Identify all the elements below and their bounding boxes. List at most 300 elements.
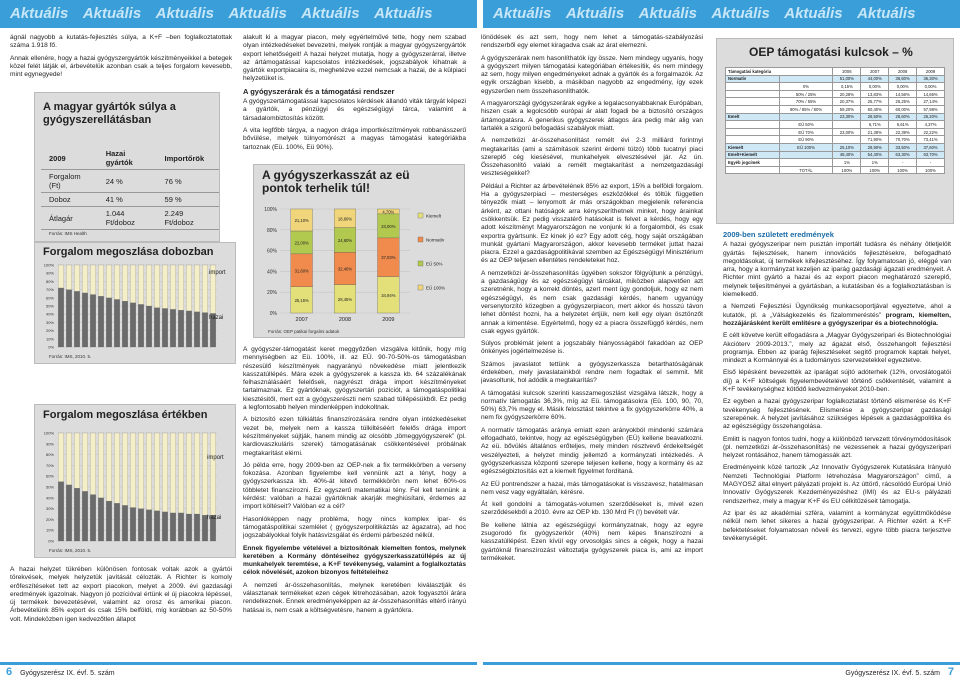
- bar-segment: [90, 265, 96, 295]
- bar-segment: [154, 265, 160, 308]
- text-run: a Nemzeti Fejlesztési Ügynökség munkacsoportjával egyeztetve, ahol a kutatók, pl. a „Válságkezelés és fizalommeréstés”: [723, 303, 951, 319]
- chart-panel-kassza: [253, 164, 465, 338]
- table-cell: 33,50%: [889, 143, 917, 151]
- table-cell: 73,41%: [917, 136, 945, 144]
- row-label: Normatív: [726, 75, 780, 83]
- table-header: 2008: [889, 68, 917, 76]
- data-label: 32,40%: [337, 266, 353, 272]
- table-cell: Átlagár: [41, 207, 98, 230]
- table-row: [726, 143, 945, 151]
- source-caption: Forrás: IMS, 2010. 5.: [49, 354, 92, 359]
- paragraph: Súlyos problémát jelent a jogszabály hiányosságából fakadóan az OEP önkényes jogértelmezése is.: [481, 340, 703, 356]
- bar-segment: [146, 433, 152, 510]
- panel-title: OEP támogatási kulcsok – %: [749, 45, 913, 59]
- bar-segment: [170, 433, 176, 513]
- table-cell: 100%: [861, 166, 889, 174]
- y-tick-label: 80%: [45, 278, 54, 284]
- table-cell: 0,00%: [889, 83, 917, 91]
- chart-panel-boxes: [34, 242, 236, 364]
- y-tick-label: 60%: [45, 473, 54, 479]
- data-label: 23,00%: [381, 223, 396, 229]
- table-row: [726, 90, 945, 98]
- bar-segment: [138, 304, 144, 347]
- table-cell: 22,22%: [917, 128, 945, 136]
- bar-segment: [74, 488, 80, 541]
- paragraph: A nemzeti ár-összehasonlítás, melynek keretében kiválasztják és választanak termékeket ezen cégek létrehozásában, azok fogyasztói árára rendelkeznek. Ennek eredményeképpen az ár-összehasonlítás eltérő irányú hatásai is, nem csak a költségvetésre, hanem a gyártókra.: [243, 581, 466, 614]
- header-word: Aktuális: [228, 5, 287, 22]
- bar-segment: [82, 293, 88, 347]
- bar-segment: [106, 265, 112, 298]
- header-word: Aktuális: [82, 5, 142, 22]
- bar-segment: [82, 491, 88, 541]
- row-sublabel: [779, 159, 833, 167]
- table-cell: -: [917, 159, 945, 167]
- oep-table: [725, 67, 945, 174]
- bar-segment: [170, 513, 176, 541]
- oep-table-wrap: [725, 67, 945, 174]
- bar-segment: [130, 265, 136, 303]
- y-tick-label: 10%: [45, 527, 54, 533]
- table-row: [726, 136, 945, 144]
- table-cell: 21,38%: [861, 128, 889, 136]
- bar-segment: [178, 265, 184, 310]
- header-word: Aktuális: [493, 5, 552, 22]
- header-word: Aktuális: [374, 5, 433, 22]
- column-1-top: [10, 34, 232, 92]
- row-label: [726, 83, 780, 91]
- table-header: 2006: [833, 68, 861, 76]
- bar-segment: [130, 433, 136, 508]
- bar-segment: [202, 313, 208, 347]
- row-label: [726, 98, 780, 106]
- table-cell: 28,60%: [889, 113, 917, 121]
- section-heading: 2009-ben született eredmények: [723, 230, 834, 239]
- bar-segment: [170, 265, 176, 309]
- paragraph: A gyógyszer-támogatást keret meggyőzően vizsgálva kitűnik, hogy míg mennyiségben az Eü. 100%, ill. az EÜ. 90-70-50%-os támogatásban részesülő készítmények nagyarányú növekedése miatt jelentkezik kasszatúllépés. Mára ezek a gyógyszerek a kassza kb. 64 százalékának felhasználásáért felelősek, nagyrészt drága import készítményeket tartalmaznak. Ez gyártóknak, gyógyszertári pozíciót, a támogatáspolitikai kiesztésitől, mert ezt a gyógyszerészti nem szabad túllépésükből. Ez pedig a legfontosabb helyen mindenképpen indokoltnak.: [243, 346, 466, 412]
- bar-segment: [58, 433, 64, 482]
- y-tick-label: 80%: [45, 452, 54, 458]
- table-cell: 63,30%: [889, 151, 917, 159]
- table-cell: 57,98%: [917, 105, 945, 113]
- paragraph: Eredményeink közé tartozik „Az Innovatív Gyógyszerek Kutatására Irányuló Nemzeti Technológiai Platform létrehozása Magyarországon” című, a MAGYOSZ által elnyert pályázati projekt is. Az úttörő, rácsolódó Európai Unió Innovatív Gyógyszerek Kezdeményezéshez (IMI) és az EU-s pályázati rendszerhez, mely a magyar K+F és EU célkitűzéseit támogatja.: [723, 464, 951, 505]
- bar-segment: [170, 309, 176, 347]
- bar-segment: [114, 433, 120, 503]
- bold-run: program, kiemelten, hozzájárásként került említésre a gyógyszeripar és a biotechnológia.: [723, 311, 951, 327]
- paragraph: Az ipar és az akadémiai szféra, valamint a kormányzat együttműködése nélkül nem lehet sikeres a hazai gyógyszeripar. A Richter ezért a K+F befektetéseket folyamatosan növeli és tervezi, egyre több piacra terjesztve tevékenységét.: [723, 509, 951, 542]
- bar-segment: [194, 433, 200, 514]
- bar-segment: [114, 503, 120, 541]
- bar-segment: [74, 265, 80, 291]
- bar-segment: [122, 265, 128, 301]
- bar-segment: [98, 433, 104, 498]
- bar-segment: [178, 513, 184, 541]
- header-word: Aktuális: [301, 5, 360, 22]
- footer-text: Gyógyszerész IX. évf. 5. szám: [845, 670, 940, 677]
- legend-swatch: [418, 285, 423, 290]
- table-cell: Forgalom (Ft): [41, 170, 98, 193]
- table-cell: 36,60%: [889, 75, 917, 83]
- y-tick-label: 40%: [45, 495, 54, 501]
- row-sublabel: EÜ 100%: [779, 143, 833, 151]
- row-label: [726, 90, 780, 98]
- paragraph: A hazai gyógyszeripar nem pusztán importált tudásra és néhány ötletjelölt gyártás fejlesztések, hanem innovációs fejlesztésekre, befogadható megoldásokat, új termékek kifejlesztéséhez. Így folyamatosan jó, eléggé van arra, hogy a kormányzat kezeljen az iparág gazdasági ágazati eredményeit. A Richter mint gyártó a hazai és az export piacon meghatározó szereplő, melynek teljesítményei a gyártásban, a kutatásban és a foglalkoztatásban is kiemelkedő.: [723, 241, 951, 299]
- bar-segment: [186, 433, 192, 514]
- data-label: 22,00%: [294, 240, 309, 246]
- table-cell: 44,00%: [861, 75, 889, 83]
- table-cell: 6,71%: [861, 121, 889, 129]
- bar-segment: [202, 265, 208, 313]
- weight-table: [41, 147, 219, 230]
- series-label: hazai: [207, 515, 222, 521]
- bar-segment: [74, 433, 80, 488]
- data-label: 21,10%: [294, 217, 309, 223]
- series-label: hazai: [209, 315, 224, 321]
- stacked-bar-chart-value: [35, 405, 235, 557]
- bar-segment: [138, 265, 144, 304]
- bar-segment: [114, 265, 120, 299]
- table-cell: 20,37%: [833, 98, 861, 106]
- column-4: [723, 229, 951, 661]
- paragraph: [723, 303, 951, 328]
- bar-segment: [162, 265, 168, 308]
- bar-segment: [154, 308, 160, 347]
- table-cell: 0,00%: [917, 83, 945, 91]
- paragraph: Ez egyben a hazai gyógyszeripar foglalkoztatást történő elismerése és K+F tevékenység fejlesztésének. Elismerése a gyógyszeripar gazdasági szerepének. A helyzet javításához szükséges lépések a gazdaságpolitika és az egészségügy összehangolása.: [723, 398, 951, 431]
- table-cell: 25,10%: [833, 143, 861, 151]
- row-label: Egyéb jogcímek: [726, 159, 780, 167]
- footer-left: [0, 662, 477, 679]
- row-label: [726, 166, 780, 174]
- bar-segment: [66, 290, 72, 347]
- bar-segment: [186, 514, 192, 541]
- paragraph: Hasonlóképpen nagy probléma, hogy nincs komplex ipar- és támogatáspolitikai szemlélet ( gyógyszerpolitikáztás az ágazatra), ad hoc jogszabályokkal folyik hatásvizsgálat és érdemi párbeszéd nélkül.: [243, 515, 466, 540]
- y-tick-label: 100%: [43, 430, 54, 436]
- paragraph: A hazai helyzet tükrében különösen fontosak voltak azok a gyártói törekvések, melyek helyzetük javítását célozták. A Richter is komoly erőfeszítéseket tett az export piacokon, melyet a 2009. évi gazdasági eredmények igazolnak. Nagyon jó pozícióval értünk el új piacokra lépéssel, új termékek bevezetésével, valamint az orosz és amerikai piacon. Árbevételünk 85% export és csak 15% belföldi, míg korábban az 50-50% volt. Mindeközben igen kedvezőtlen állapot: [10, 566, 232, 623]
- paragraph: Első lépésként bevezették az iparágat sújtó adóterhek (12%, orvoslátogatói díj) a K+F költségek figyelembevételével történő csökkentését, valamint a K+F tevékenységhez kötődő kedvezményeket 2010-ben.: [723, 369, 951, 394]
- row-label: [726, 105, 780, 113]
- row-label: Emelt: [726, 113, 780, 121]
- paragraph: A vita legfőbb tárgya, a nagyon drága importkészítmények robbanásszerű bővülése, melyek túlnyomórészt a magyas támogatási kategóriákba tartoznak (Eü. 100%, Eü 90%).: [243, 126, 466, 151]
- bar-segment: [74, 291, 80, 347]
- y-tick-label: 80%: [266, 227, 277, 234]
- data-label: 25,15%: [294, 297, 309, 303]
- bar-segment: [130, 303, 136, 347]
- y-tick-label: 60%: [45, 295, 54, 301]
- chart-title: Forgalom megoszlása dobozban: [43, 246, 214, 258]
- header-word: Aktuális: [565, 5, 625, 22]
- bar-segment: [58, 482, 64, 541]
- header-word: Aktuális: [155, 5, 214, 22]
- stacked-bar-chart-boxes: [35, 243, 235, 363]
- y-tick-label: 20%: [45, 328, 54, 334]
- source-caption: Forrás: IMS Health: [49, 231, 87, 236]
- bar-segment: [98, 296, 104, 347]
- table-cell: 41 %: [98, 193, 157, 207]
- y-tick-label: 0%: [269, 311, 277, 317]
- paragraph: Az EÜ pontrendszer a hazai, más támogatásokat is visszavesz, hatalmasan nem vesz vagy egyáltalán, kérésre.: [481, 480, 703, 496]
- table-cell: 22,39%: [889, 128, 917, 136]
- y-tick-label: 70%: [45, 462, 54, 468]
- paragraph: A nemzetközi ár-összehasonlítás ügyében sokszor fölgyújtunk a pénzügyi, a gazdaságügy és az egészségügyi tárcákat, miközben alapvetően azt szeretnénk, hogy a korrekt döntés, azert ment ügy gondoljuk, hogy ez nem egészségügyi, és nem csak gazdasági kérdés, hanem ugyanúgy versenytorzító közegben a gyógyszerpiacon, mert akkor és hosszú távon lehet döntést hozni, ha a helyzetet értjük, nem kell egy olyan ösztönzőt annak a kimentése. Egyértelmű, hogy ez a piacra összefüggő kérdés, nem csak egyes gyártók.: [481, 269, 703, 335]
- x-tick-label: 2007: [295, 317, 308, 323]
- table-panel-manufacturers: [34, 92, 220, 242]
- oep-table-panel: [716, 38, 954, 224]
- section-heading: A gyógyszerárak és a támogatási rendszer: [243, 86, 395, 96]
- stacked-bar-chart-kassza: [254, 165, 464, 337]
- table-row: [726, 105, 945, 113]
- page-number: 7: [947, 666, 954, 678]
- bar-segment: [162, 433, 168, 512]
- paragraph: A támogatási kulcsok szerinti kasszamegoszlást vizsgálva látszik, hogy a normatív támogatás 36,3%, míg az Eü. támogatásokra (Eü. 100, 90, 70, 50%) 63,7% megy el. Másik felosztást tekintve a fix gyógyszerkörre 40%, a nem fix gyógyszerkörre 60%.: [481, 389, 703, 422]
- table-cell: 23,30%: [833, 113, 861, 121]
- y-tick-label: 70%: [45, 287, 54, 293]
- row-sublabel: EÜ 90%: [779, 136, 833, 144]
- paragraph: lönödések és azt sem, hogy nem lehet a támogatás-szabályozási rendszerből egy elemet kiragadva csak az árat elemezni.: [481, 34, 703, 50]
- bar-segment: [98, 265, 104, 296]
- column-2-top: [243, 34, 466, 159]
- table-cell: 25,25%: [889, 98, 917, 106]
- table-cell: 13,83%: [861, 90, 889, 98]
- y-tick-label: 100%: [264, 207, 277, 213]
- panel-title: A magyar gyártók súlya a gyógyszerellátásban: [43, 101, 176, 126]
- bar-segment: [194, 514, 200, 541]
- row-label: [726, 121, 780, 129]
- table-cell: 4,37%: [917, 121, 945, 129]
- paragraph: ágnál nagyobb a kutatás-fejlesztés súlya, a K+F –ben foglalkoztatottak száma 1.918 fő.: [10, 34, 232, 50]
- table-cell: 26,50%: [861, 113, 889, 121]
- bar-segment: [146, 265, 152, 306]
- data-label: 34,94%: [381, 292, 396, 298]
- row-sublabel: 50% / 25%: [779, 90, 833, 98]
- data-label: 28,45%: [337, 296, 353, 302]
- table-row: [726, 166, 945, 174]
- legend-swatch: [418, 261, 423, 266]
- bar-segment: [82, 433, 88, 491]
- bar-segment: [98, 498, 104, 541]
- data-label: 31,60%: [294, 268, 309, 274]
- table-header: 2009: [917, 68, 945, 76]
- table-header: 2009: [41, 147, 98, 170]
- bar-segment: [106, 298, 112, 347]
- bar-segment: [66, 433, 72, 485]
- chart-panel-value: [34, 404, 236, 558]
- bar-segment: [122, 433, 128, 505]
- table-cell: 48,40%: [833, 151, 861, 159]
- row-label: [726, 128, 780, 136]
- table-cell: 0,00%: [861, 83, 889, 91]
- y-tick-label: 100%: [43, 262, 54, 268]
- bar-segment: [146, 510, 152, 541]
- table-cell: 14,56%: [889, 90, 917, 98]
- paragraph: Ennek figyelembe vételével a biztosítónak kiemelten fontos, melynek keretében a Kormány döntéseihez gyógyszerkasszatúllépés az új munkahelyek teremtése, a K+F tevékenység, valamint a foglalkoztatás célok növelését, azokon bizonyos feltételeihez: [243, 544, 466, 577]
- table-cell: 60,00%: [889, 105, 917, 113]
- bar-segment: [178, 310, 184, 347]
- row-sublabel: TOTÁL: [779, 166, 833, 174]
- bar-segment: [178, 433, 184, 513]
- table-row: [726, 159, 945, 167]
- table-cell: 1.044 Ft/doboz: [98, 207, 157, 230]
- paragraph: Annak ellenére, hogy a hazai gyógyszergyártók készítményeikkel a betegek közel felét látják el, árbevételük azonban csak a teljes forgalom kevesebb, mint egynegyede!: [10, 54, 232, 79]
- table-cell: Doboz: [41, 193, 98, 207]
- column-1-bottom: [10, 566, 232, 661]
- paragraph: A gyógyszerárak nem hasonlíthatók így össze. Nem mindegy ugyanis, hogy a gyógyszert milyen támogatási kategóriában értékesítik, és nem mindegy az sem, hogy milyen engedményeket adnak a gyártók és a forgalmazók. Az egyik országban kisebb, a másikban nagyobb az engedmény, így ezek egyszerűen nem összehasonlíthatók.: [481, 54, 703, 95]
- column-2-bottom: [243, 346, 466, 661]
- y-tick-label: 30%: [45, 506, 54, 512]
- series-label: import: [209, 270, 226, 276]
- row-sublabel: 70% / 55%: [779, 98, 833, 106]
- legend-swatch: [418, 213, 423, 218]
- bar-segment: [138, 433, 144, 509]
- y-tick-label: 50%: [45, 484, 54, 490]
- y-tick-label: 0%: [48, 344, 54, 350]
- table-header: 2007: [861, 68, 889, 76]
- source-caption: Forrás: IMS, 2010. 5.: [49, 548, 92, 553]
- table-cell: 100%: [833, 166, 861, 174]
- table-header: Hazai gyártók: [98, 147, 157, 170]
- legend-label: EÜ 50%: [426, 261, 443, 267]
- table-cell: 25,77%: [861, 98, 889, 106]
- row-sublabel: [779, 75, 833, 83]
- table-header: Importőrök: [157, 147, 219, 170]
- bar-segment: [90, 495, 96, 541]
- header-word: Aktuális: [10, 5, 69, 22]
- bar-segment: [154, 511, 160, 541]
- row-sublabel: [779, 151, 833, 159]
- data-label: 4,70%: [382, 209, 395, 215]
- table-row: [726, 128, 945, 136]
- table-cell: 27,14%: [917, 98, 945, 106]
- y-tick-label: 50%: [45, 303, 54, 309]
- bar-segment: [58, 265, 64, 288]
- table-cell: 0,15%: [833, 83, 861, 91]
- table-cell: 60,40%: [861, 105, 889, 113]
- table-row: [726, 75, 945, 83]
- footer-text: Gyógyszerész IX. évf. 5. szám: [20, 670, 115, 677]
- table-cell: 71,90%: [861, 136, 889, 144]
- bar-segment: [58, 288, 64, 347]
- bar-segment: [106, 501, 112, 541]
- paragraph: A biztosító ezen túlkiáltás finanszírozására rendre olyan intézkedéseket vezet be, melyek nem a kassza túlkiltéséért felelős drága import készítményeket sújtják, hanem mindig az olcsóbb „tömeggyógyszerek” (pl. kardiovaszkuláris szerek) támogatásának csökkentésével próbálnak megtakarítást elérni.: [243, 416, 466, 457]
- y-tick-label: 90%: [45, 270, 54, 276]
- table-cell: 51,00%: [833, 75, 861, 83]
- table-cell: 14,66%: [917, 90, 945, 98]
- bar-segment: [162, 512, 168, 541]
- table-cell: 28,90%: [861, 143, 889, 151]
- paragraph: Át kell gondolni a támogatás-volumen szerződéseket is, mivel ezen szerződésekből a 2010. évre az OEP kb. 130 Mrd Ft (!) bevételt vár.: [481, 501, 703, 517]
- table-row: [726, 151, 945, 159]
- bar-segment: [202, 433, 208, 515]
- paragraph: A magyarországi gyógyszerárak egyike a legalacsonyabbaknak Európában, hiszen csak a legolcsóbb európai ár alatt fogadi be a biztosító országos ártámogatásra. A generikus gyógyszerek átlagos ára pedig már alig van tartalék a szigorú befogadási szabályok miatt.: [481, 100, 703, 132]
- table-row: [726, 83, 945, 91]
- paragraph: Jó példa erre, hogy 2009-ben az OEP-nek a fix termékkörben a verseny fokozása. Azonban figyelembe kell vennünk azt a tényt, hogy a gyógyszerkassza kb. 40%-át kitevő termékkörön nem lehet 60%-os többletet finanszírozni. Ez egyszerű matematikai tény. Fel kell tennünk a kérdést: valóban a hazai gyártóknak akarják meghiúsítani, érdemes az import költéseit? Valóban ez a cél?: [243, 461, 466, 511]
- row-sublabel: [779, 113, 833, 121]
- bar-segment: [162, 308, 168, 347]
- y-tick-label: 40%: [266, 269, 277, 276]
- data-label: 18,60%: [337, 216, 353, 222]
- page-number: 6: [6, 666, 13, 678]
- table-cell: -: [889, 159, 917, 167]
- column-3: [481, 34, 703, 661]
- table-row: [726, 98, 945, 106]
- table-cell: 70,70%: [889, 136, 917, 144]
- legend-swatch: [418, 237, 423, 242]
- bar-segment: [146, 306, 152, 347]
- header-word: Aktuális: [857, 5, 916, 22]
- paragraph: Számos javaslatot tettünk a gyógyszerkassza betarthatóságának érdekében, mely javaslatainkból rendre nem fogadtak el semmit. Mit javasoltunk, hol adódik a megtakarítás?: [481, 360, 703, 385]
- chart-title: A gyógyszerkasszát az eü pontok terhelik túl!: [262, 168, 410, 195]
- header-band-left: [0, 0, 477, 28]
- table-header: Támogatási kategória: [726, 68, 833, 76]
- y-tick-label: 90%: [45, 441, 54, 447]
- bar-segment: [66, 485, 72, 541]
- table-cell: 26,20%: [917, 113, 945, 121]
- row-label: Emelt+Kiemelt: [726, 151, 780, 159]
- paragraph: Be kellene látnia az egészségügyi kormányzatnak, hogy az egyre zsugorodó fix gyógyszerkör (40%) nem képes finanszírozni a kasszatúllépést. Ezen kívül egy orvosolgás sincs a cégek, hogy a hazai gyártóknál finanszírozást változtatja gyógyszerek piaca is, ami az import termékeket.: [481, 521, 703, 562]
- bar-segment: [186, 265, 192, 311]
- header-band-right: [483, 0, 960, 28]
- data-label: 24,60%: [337, 237, 353, 243]
- paragraph: A normatív támogatás aránya emiatt ezen arányokból mindenki számára elfogadható, tekintve, hogy az egészségügyben (EÜ) kellene beavatkozni. Az eü. bővülés általános erőteljes, mely minden résztvevő érdekeltségét veszélyezteti, a helyzet mindig jellemző a kormányzati intézkedés. A gyógyszerkassza központi szerepe teljesen kellene, hogy a kormány és az egészségbiztosítás ezt a kiemelt figyelmet fordítaná.: [481, 426, 703, 476]
- table-cell: 100%: [889, 166, 917, 174]
- table-cell: 63,70%: [917, 151, 945, 159]
- bar-segment: [130, 508, 136, 541]
- bar-segment: [122, 301, 128, 347]
- table-cell: 59,20%: [833, 105, 861, 113]
- table-cell: 100%: [917, 166, 945, 174]
- y-tick-label: 20%: [45, 516, 54, 522]
- bar-segment: [90, 295, 96, 347]
- row-label: [726, 136, 780, 144]
- bar-segment: [194, 265, 200, 312]
- x-tick-label: 2008: [338, 317, 352, 323]
- data-label: 37,03%: [381, 255, 396, 261]
- bar-segment: [82, 265, 88, 293]
- bar-segment: [186, 311, 192, 347]
- table-cell: 59 %: [157, 193, 219, 207]
- y-tick-label: 60%: [266, 248, 277, 255]
- row-sublabel: EÜ 50%: [779, 121, 833, 129]
- y-tick-label: 30%: [45, 319, 54, 325]
- paragraph: E célt követve került elfogadásra a „Magyar Gyógyszeripari és Biotechnológiai Akcióterv 2009-2013.”, mely az ágazat első, összehangolt fejlesztési programja. Ebben az iparág fejlesztéseket segítő programok kaptak helyet, mindezt a Kormánnyal és a tudományos szervezetekkel egyeztetve.: [723, 332, 951, 365]
- bar-segment: [154, 433, 160, 511]
- table-row: [726, 121, 945, 129]
- table-cell: 20,28%: [833, 90, 861, 98]
- table-cell: [833, 121, 861, 129]
- bar-segment: [194, 312, 200, 347]
- bar-segment: [106, 433, 112, 501]
- bar-segment: [90, 433, 96, 495]
- x-tick-label: 2009: [382, 317, 395, 323]
- table-cell: 54,40%: [861, 151, 889, 159]
- bar-segment: [114, 299, 120, 347]
- series-label: import: [207, 455, 224, 461]
- source-caption: Forrás: OEP patikai forgalmi adatok: [268, 329, 340, 334]
- table-row: [726, 113, 945, 121]
- table-cell: 6,61%: [889, 121, 917, 129]
- bar-segment: [210, 433, 216, 515]
- table-cell: 36,30%: [917, 75, 945, 83]
- row-sublabel: 0%: [779, 83, 833, 91]
- table-cell: 1%: [861, 159, 889, 167]
- legend-label: EÜ 100%: [426, 285, 446, 291]
- bar-segment: [138, 509, 144, 541]
- y-tick-label: 0%: [48, 538, 54, 544]
- row-sublabel: EÜ 70%: [779, 128, 833, 136]
- table-cell: 1%: [833, 159, 861, 167]
- legend-label: Normatív: [426, 237, 445, 243]
- row-sublabel: 90% / 85% / 80%: [779, 105, 833, 113]
- table-cell: 76 %: [157, 170, 219, 193]
